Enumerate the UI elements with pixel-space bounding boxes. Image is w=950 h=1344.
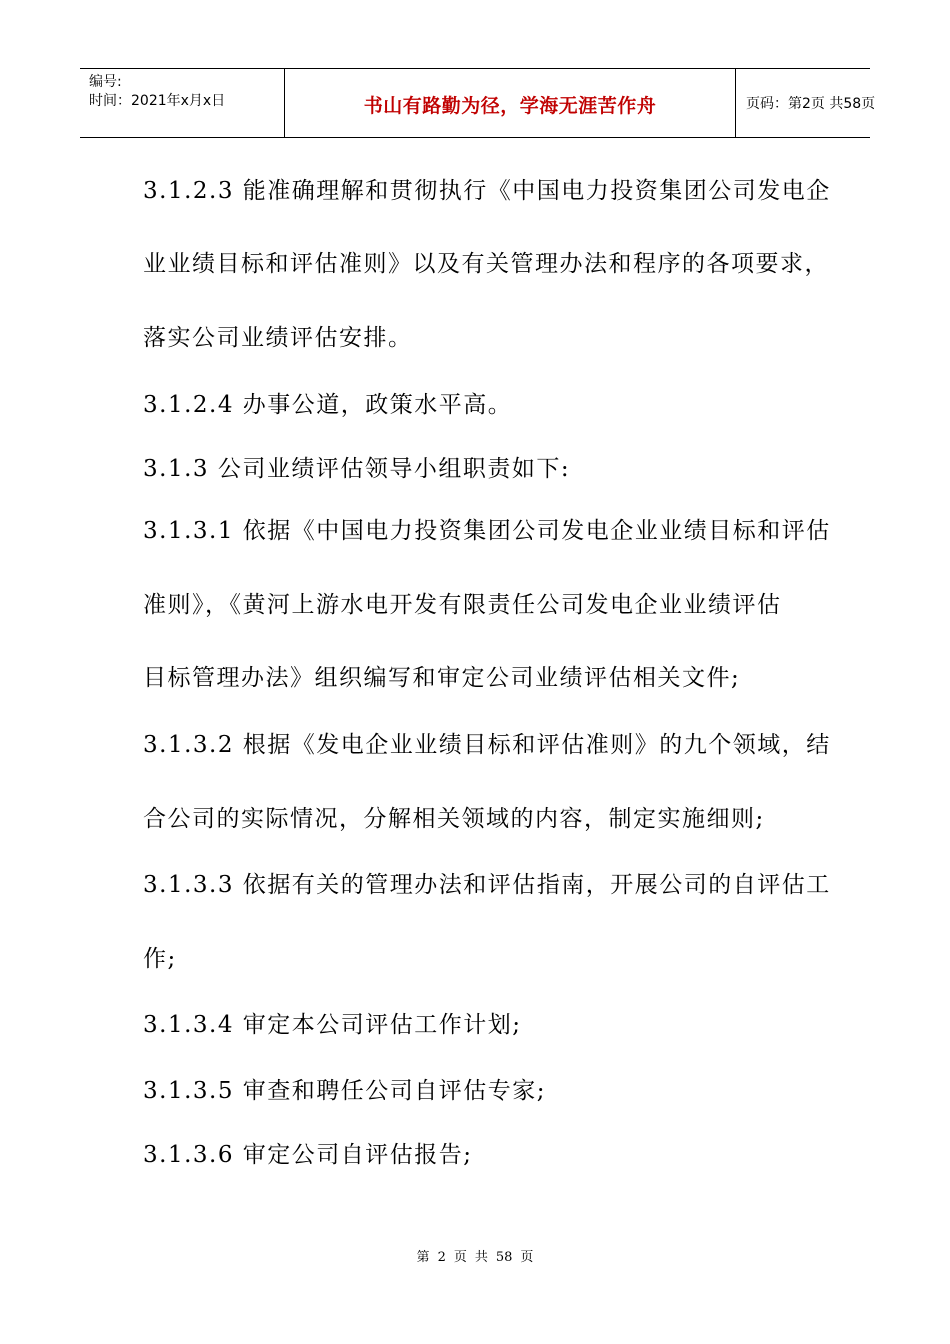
document-time-label: 时间：2021年x月x日 — [89, 93, 226, 109]
header-meta-cell — [80, 69, 284, 137]
paragraph-line: 业业绩目标和评估准则》以及有关管理办法和程序的各项要求， — [143, 251, 829, 277]
page-footer — [0, 1246, 950, 1265]
paragraph-line: 3.1.3.6 审定公司自评估报告; — [143, 1142, 473, 1168]
paragraph-line: 3.1.2.4 办事公道，政策水平高。 — [143, 392, 513, 418]
page-header — [80, 68, 876, 138]
paragraph-line: 落实公司业绩评估安排。 — [143, 325, 413, 351]
footer-di: 第 — [416, 1250, 430, 1265]
header-motto: 书山有路勤为径，学海无涯苦作舟 — [363, 95, 657, 117]
footer-ye-end: 页 — [520, 1250, 534, 1265]
footer-ye: 页 — [453, 1250, 467, 1265]
footer-page-number: 2 — [437, 1250, 446, 1265]
paragraph-line: 3.1.3.5 审查和聘任公司自评估专家; — [143, 1078, 547, 1104]
header-page-cell — [735, 69, 876, 137]
paragraph-line: 目标管理办法》组织编写和审定公司业绩评估相关文件; — [143, 665, 741, 691]
paragraph-line: 3.1.3.1 依据《中国电力投资集团公司发电企业业绩目标和评估 — [143, 518, 831, 544]
paragraph-line: 3.1.3 公司业绩评估领导小组职责如下: — [143, 456, 571, 482]
paragraph-line: 3.1.3.2 根据《发电企业业绩目标和评估准则》的九个领域，结 — [143, 732, 831, 758]
paragraph-line: 3.1.3.3 依据有关的管理办法和评估指南，开展公司的自评估工 — [143, 872, 831, 898]
paragraph-line: 作; — [143, 946, 177, 972]
paragraph-line: 准则》，《黄河上游水电开发有限责任公司发电企业业绩评估 — [143, 592, 782, 618]
footer-gong: 共 — [474, 1250, 488, 1265]
header-page-info: 页码：第2页 共58页 — [746, 96, 876, 112]
footer-total-pages: 58 — [495, 1250, 513, 1265]
paragraph-line: 3.1.2.3 能准确理解和贯彻执行《中国电力投资集团公司发电企 — [143, 178, 831, 204]
paragraph-line: 合公司的实际情况，分解相关领域的内容，制定实施细则; — [143, 806, 765, 832]
header-motto-cell — [284, 69, 736, 137]
paragraph-line: 3.1.3.4 审定本公司评估工作计划; — [143, 1012, 522, 1038]
document-number-label: 编号: — [89, 74, 122, 90]
